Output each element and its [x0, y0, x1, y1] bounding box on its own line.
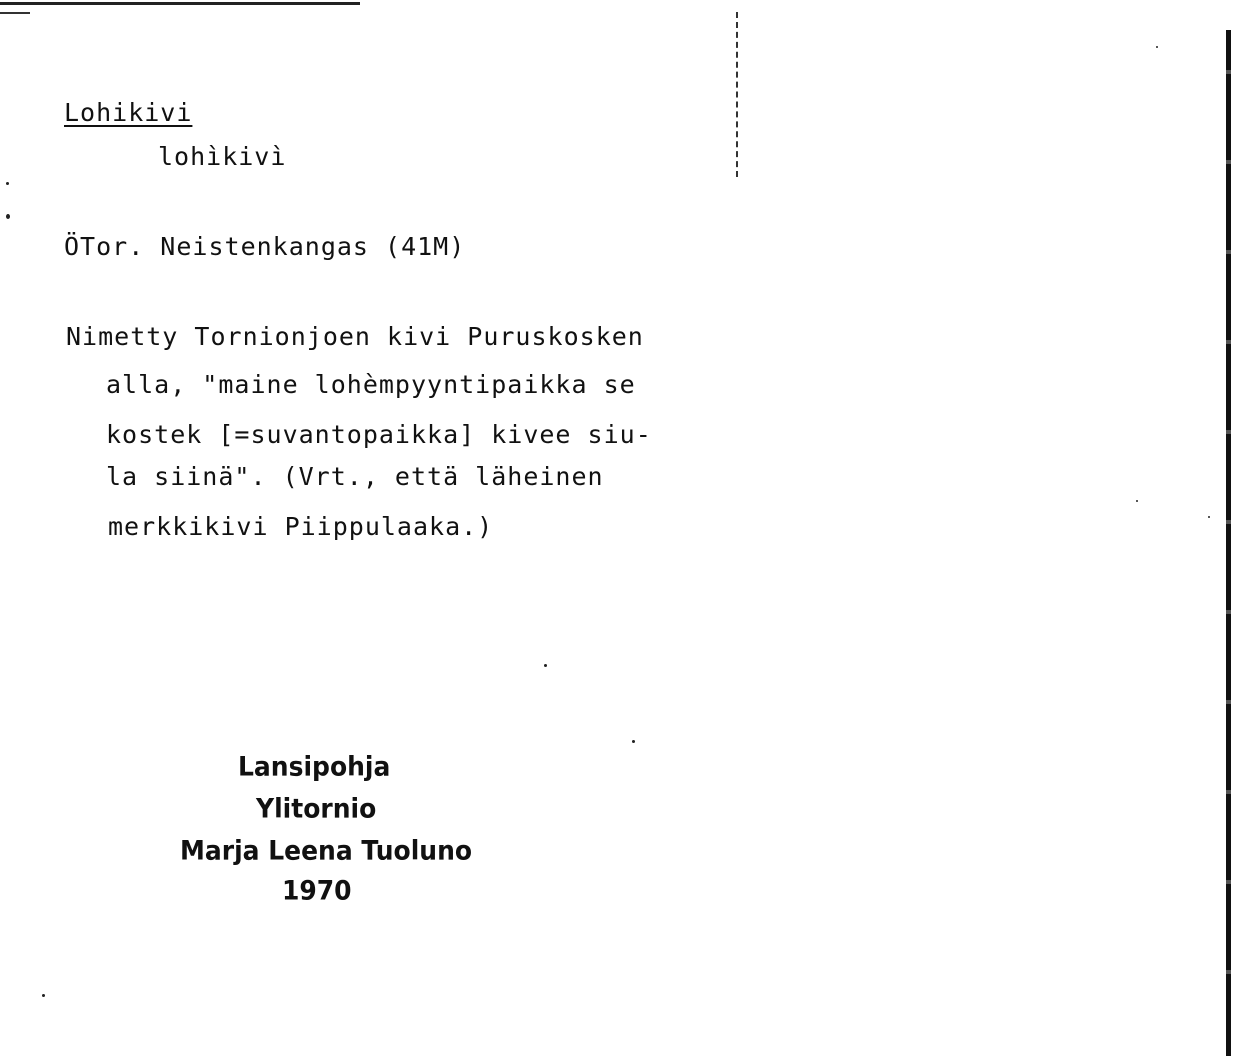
stamp-region: Lansipohja: [238, 751, 391, 782]
scan-speck: [1136, 500, 1138, 502]
description-line: la siinä". (Vrt., että läheinen: [106, 462, 604, 491]
stamp-year: 1970: [282, 875, 352, 906]
stamp-collector: Marja Leena Tuoluno: [180, 835, 473, 866]
description-line: Nimetty Tornionjoen kivi Puruskosken: [66, 322, 644, 351]
stamp-parish: Ylitornio: [256, 793, 377, 824]
headword: Lohikivi: [64, 98, 193, 127]
scan-speck: [632, 740, 635, 743]
scan-speck: [6, 214, 10, 219]
scan-speck: [42, 994, 45, 997]
description-line: merkkikivi Piippulaaka.): [108, 512, 494, 541]
pronunciation: lohìkivì: [158, 142, 287, 171]
scan-speck: [6, 182, 9, 185]
scan-speck: [1156, 46, 1158, 48]
location-line: ÖTor. Neistenkangas (41M): [64, 232, 466, 261]
dotted-divider-line: [736, 12, 738, 177]
card-right-edge: [1226, 30, 1231, 1056]
description-line: kostek [=suvantopaikka] kivee siu-: [106, 420, 652, 449]
scan-edge-line: [0, 2, 360, 5]
scan-speck: [1208, 516, 1210, 518]
scan-speck: [544, 664, 547, 667]
scan-edge-line: [0, 12, 30, 14]
description-line: alla, "maine lohèmpyyntipaikka se: [106, 370, 636, 399]
